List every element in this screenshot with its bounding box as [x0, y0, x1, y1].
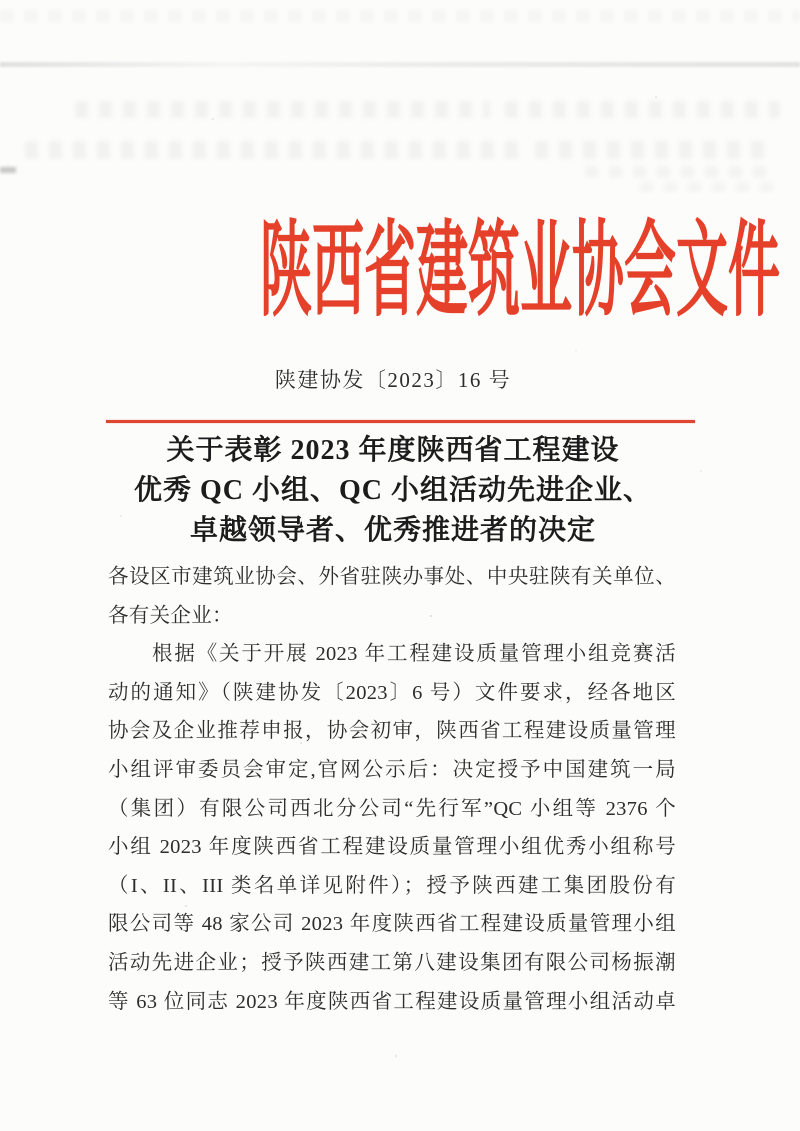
red-divider-rule — [106, 420, 695, 423]
document-body — [108, 558, 676, 1021]
bleed-through-artifact — [535, 141, 765, 159]
bleed-through-artifact — [0, 10, 800, 22]
bleed-through-artifact — [640, 182, 780, 192]
salutation-line: 各设区市建筑业协会、外省驻陕办事处、中央驻陕有关单位、 — [108, 566, 676, 588]
body-line: 小组评审委员会审定,官网公示后：决定授予中国建筑一局 — [108, 758, 676, 781]
letterhead-title — [0, 216, 790, 328]
decision-title-line-1: 关于表彰 2023 年度陕西省工程建设 — [166, 435, 620, 466]
bleed-through-artifact — [505, 101, 780, 118]
body-line: 根据《关于开展 2023 年工程建设质量管理小组竞赛活 — [152, 643, 676, 666]
scan-streak-artifact — [0, 62, 800, 67]
body-line: （集团）有限公司西北分公司“先行军”QC 小组等 2376 个 — [108, 797, 676, 820]
decision-title-line-3: 卓越领导者、优秀推进者的决定 — [189, 515, 596, 546]
bleed-through-artifact — [75, 101, 490, 118]
body-line: 限公司等 48 家公司 2023 年度陕西省工程建设质量管理小组 — [108, 913, 676, 936]
letterhead-title-text: 陕西省建筑业协会文件 — [260, 214, 781, 329]
body-line: 动的通知》（陕建协发〔2023〕6 号）文件要求，经各地区 — [108, 681, 676, 704]
scan-noise — [0, 0, 2, 2]
scan-edge-artifact — [0, 167, 16, 173]
salutation-line: 各有关企业： — [108, 604, 233, 627]
body-line: 协会及企业推荐申报，协会初审，陕西省工程建设质量管理 — [108, 720, 676, 743]
document-number: 陕建协发〔2023〕16 号 — [274, 368, 512, 392]
bleed-through-artifact — [585, 166, 775, 178]
decision-title — [0, 431, 786, 551]
body-line: （I、II、III 类名单详见附件）；授予陕西建工集团股份有 — [108, 874, 676, 897]
decision-title-line-2: 优秀 QC 小组、QC 小组活动先进企业、 — [133, 475, 652, 506]
body-line: 等 63 位同志 2023 年度陕西省工程建设质量管理小组活动卓 — [108, 990, 676, 1013]
bleed-through-artifact — [25, 141, 520, 159]
body-line: 小组 2023 年度陕西省工程建设质量管理小组优秀小组称号 — [108, 836, 676, 859]
body-line: 活动先进企业；授予陕西建工第八建设集团有限公司杨振潮 — [108, 951, 676, 974]
